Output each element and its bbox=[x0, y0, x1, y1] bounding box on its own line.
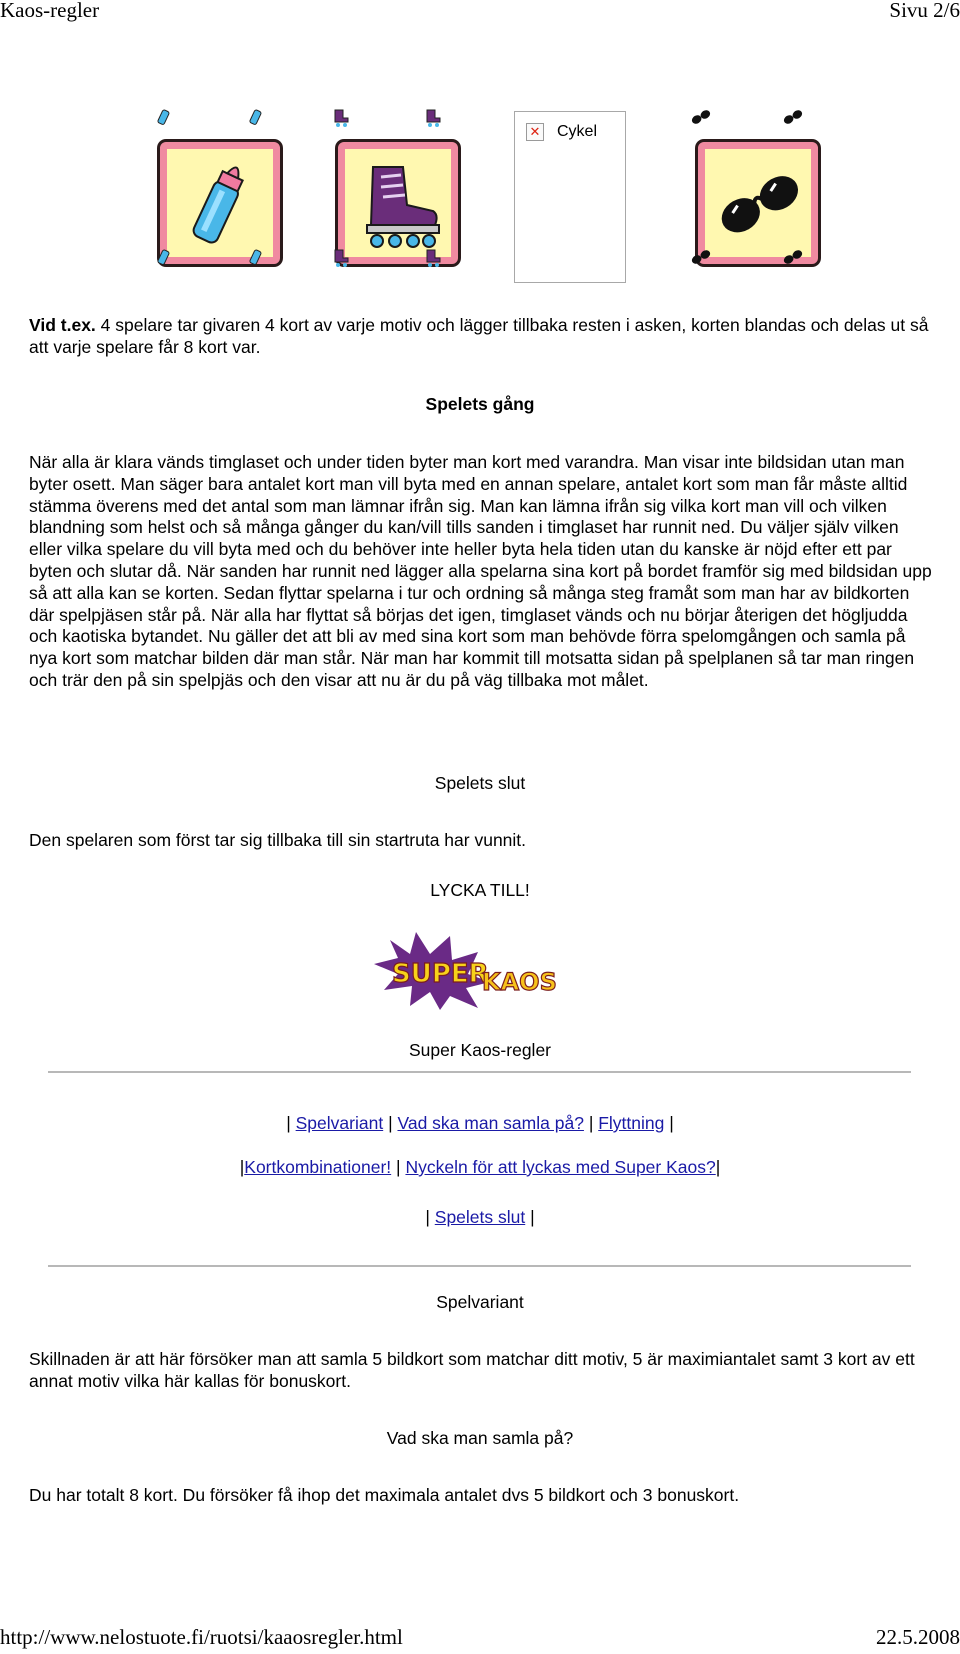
collect-heading: Vad ska man samla på? bbox=[386, 1428, 574, 1448]
example-paragraph bbox=[29, 315, 934, 359]
mini-bottle-icon bbox=[244, 246, 266, 268]
mini-sunglasses-icon bbox=[782, 106, 804, 128]
nav-separator: | bbox=[286, 1113, 291, 1133]
gameplay-heading: Spelets gång bbox=[425, 394, 535, 414]
ending-paragraph: Den spelaren som först tar sig tillbaka till sin startruta har vunnit. bbox=[29, 830, 527, 850]
nav-row-1 bbox=[0, 1113, 960, 1134]
nav-row-3 bbox=[0, 1207, 960, 1228]
roller-skate-icon bbox=[345, 149, 451, 257]
nav-link-spelvariant[interactable]: Spelvariant bbox=[295, 1113, 384, 1133]
mini-skate-icon bbox=[330, 106, 352, 128]
footer-url: http://www.nelostuote.fi/ruotsi/kaaosregler.html bbox=[0, 1625, 403, 1649]
sunglasses-icon bbox=[705, 149, 811, 257]
ending-heading: Spelets slut bbox=[434, 773, 526, 793]
good-luck-text: LYCKA TILL! bbox=[430, 880, 530, 900]
mini-sunglasses-icon bbox=[690, 106, 712, 128]
mini-bottle-icon bbox=[244, 106, 266, 128]
header-page-number: Sivu 2/6 bbox=[889, 0, 960, 22]
example-text: 4 spelare tar givaren 4 kort av varje motiv och lägger tillbaka resten i asken, korten blandas och delas ut så att varje spelare får 8 kort var. bbox=[29, 315, 929, 357]
nav-link-spelets-slut[interactable]: Spelets slut bbox=[434, 1207, 526, 1227]
footer-date: 22.5.2008 bbox=[876, 1625, 960, 1649]
nav-link-nyckeln[interactable]: Nyckeln för att lyckas med Super Kaos? bbox=[405, 1157, 716, 1177]
card-sunglasses-image bbox=[690, 106, 812, 286]
nav-separator: | bbox=[388, 1113, 393, 1133]
nav-separator: | bbox=[425, 1207, 430, 1227]
nav-separator: | bbox=[669, 1113, 674, 1133]
mini-skate-icon bbox=[422, 246, 444, 268]
variant-heading: Spelvariant bbox=[436, 1292, 524, 1312]
mini-skate-icon bbox=[330, 246, 352, 268]
mini-bottle-icon bbox=[152, 246, 174, 268]
nav-link-flyttning[interactable]: Flyttning bbox=[598, 1113, 665, 1133]
broken-image-icon: ✕ bbox=[526, 123, 544, 141]
divider bbox=[48, 1265, 911, 1267]
nav-link-kortkombinationer[interactable]: Kortkombinationer! bbox=[244, 1157, 392, 1177]
divider bbox=[48, 1071, 911, 1073]
nav-link-vad-ska-man-samla[interactable]: Vad ska man samla på? bbox=[397, 1113, 584, 1133]
card-roller-skate-image bbox=[330, 106, 452, 286]
mini-bottle-icon bbox=[152, 106, 174, 128]
super-kaos-logo bbox=[370, 930, 590, 1010]
nav-row-2 bbox=[0, 1157, 960, 1178]
variant-paragraph: Skillnaden är att här försöker man att samla 5 bildkort som matchar ditt motiv, 5 är maximiantalet samt 3 kort av ett annat motiv vilka här kallas för bonuskort. bbox=[29, 1349, 915, 1391]
example-lead: Vid t.ex. bbox=[29, 315, 96, 335]
nav-separator: | bbox=[530, 1207, 535, 1227]
mini-sunglasses-icon bbox=[690, 246, 712, 268]
nav-separator: | bbox=[715, 1157, 721, 1177]
nav-separator: | bbox=[396, 1157, 401, 1177]
logo-text-kaos: KAOS bbox=[482, 968, 557, 996]
mini-skate-icon bbox=[422, 106, 444, 128]
baby-bottle-icon bbox=[167, 149, 273, 257]
super-kaos-title: Super Kaos-regler bbox=[408, 1040, 552, 1060]
mini-sunglasses-icon bbox=[782, 246, 804, 268]
nav-separator: | bbox=[588, 1113, 594, 1133]
gameplay-paragraph: När alla är klara vänds timglaset och under tiden byter man kort med varandra. Man visar inte bildsidan utan man byter osett. Man säger bara antalet kort man vill byta med en annan spelare, antalet kort som man får måste alltid stämma överens med det antal som man lämnar ifrån sig. Man kan lämna ifrån sig vilka kort man vill och vilken blandning som helst och så många gånger du kan/vill tills sanden i timglaset har runnit ned. Du väljer själv vilken eller vilka spelare du vill byta med och du behöver inte heller byta hela tiden utan du kanske är nöjd efter ett par byten och slutar då. När sanden har runnit ned lägger alla spelarna sina kort på bordet framför sig med bildsidan upp så att alla kan se korten. Sedan flyttar spelarna i tur och ordning så många steg framåt som man har av bildkorten där spelpjäsen står på. När alla har flyttat så börjas det igen, timglaset vänds och nu börjar återigen det högljudda och kaotiska bytandet. Nu gäller det att bli av med sina kort som man behövde förra spelomgången och samla på nya kort som matchar bilden där man står. När man har kommit till motsatta sidan på spelplanen så tar man ringen och trär den på sin spelpjäs och den visar att nu är du på väg tillbaka mot målet. bbox=[29, 452, 932, 690]
header-title: Kaos-regler bbox=[0, 0, 100, 22]
broken-image-bicycle bbox=[514, 111, 626, 283]
collect-paragraph: Du har totalt 8 kort. Du försöker få ihop det maximala antalet dvs 5 bildkort och 3 bonuskort. bbox=[29, 1485, 740, 1505]
card-baby-bottle-image bbox=[152, 106, 274, 286]
nav-separator: | bbox=[239, 1157, 245, 1177]
logo-text-super: SUPER bbox=[392, 959, 489, 989]
broken-image-alt-text: Cykel bbox=[557, 123, 598, 140]
